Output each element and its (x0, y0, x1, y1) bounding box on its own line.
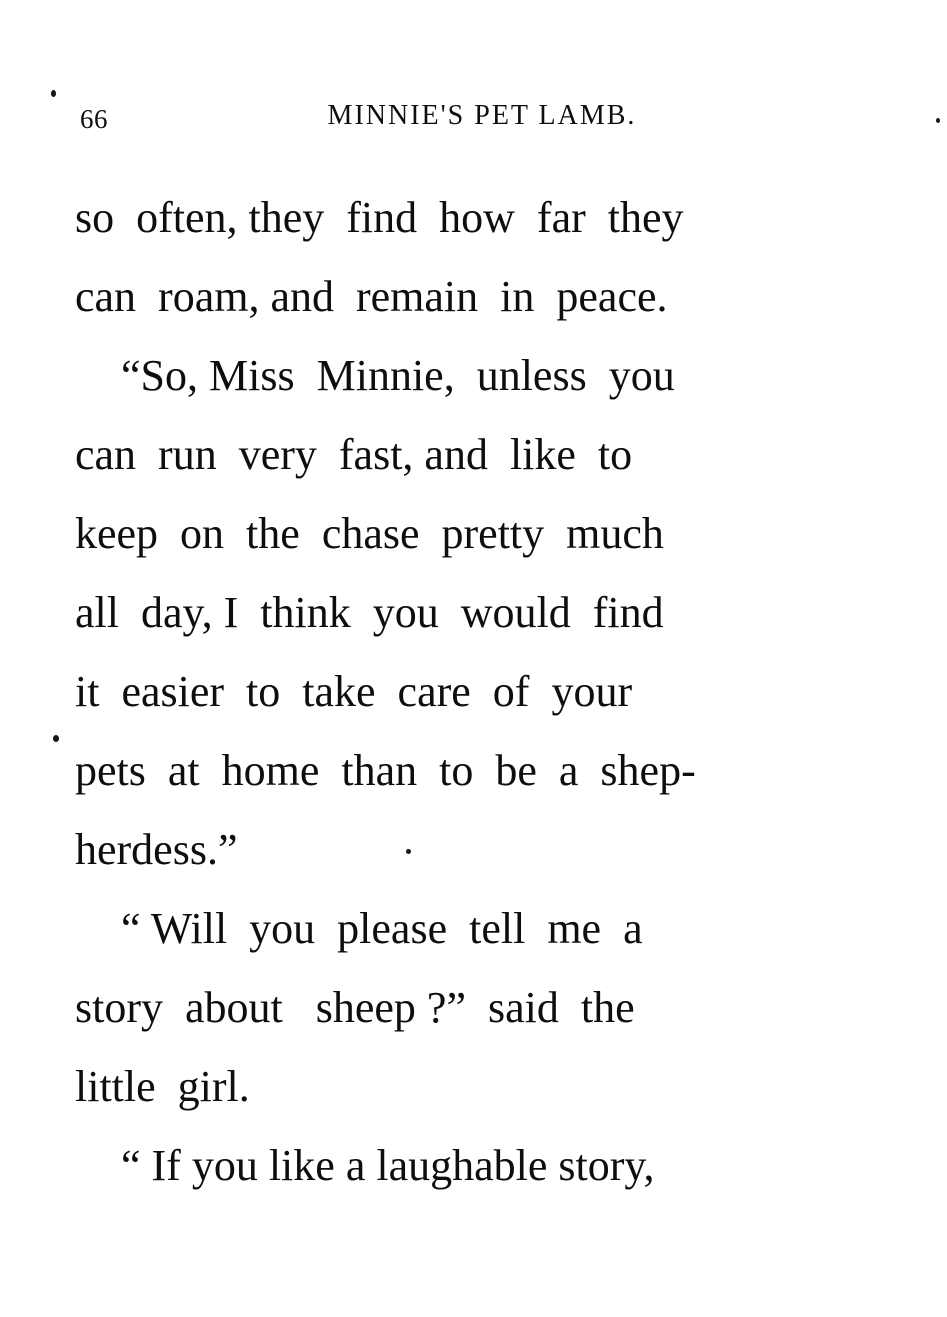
text-line (75, 178, 875, 257)
text-line-content: “ If you like a laughable story, (121, 1141, 655, 1190)
page-number: 66 (80, 104, 108, 134)
text-line (75, 731, 875, 810)
page-header (72, 100, 892, 140)
text-line-content: little girl. (75, 1062, 250, 1111)
running-head-title: MINNIE'S PET LAMB. (327, 100, 637, 131)
text-line (75, 810, 875, 889)
text-line (75, 1047, 875, 1126)
ink-speck-icon (51, 90, 56, 97)
text-line (75, 415, 875, 494)
text-line-content: all day, I think you would find (75, 588, 664, 637)
text-line-content: “So, Miss Minnie, unless you (121, 351, 675, 400)
text-line (75, 968, 875, 1047)
text-line-content: herdess.” (75, 825, 238, 874)
text-line (75, 573, 875, 652)
text-line-content: it easier to take care of your (75, 667, 633, 716)
text-line-content: pets at home than to be a shep- (75, 746, 696, 795)
text-line (75, 257, 875, 336)
text-line (75, 652, 875, 731)
text-line-content: story about sheep ?” said the (75, 983, 635, 1032)
text-line-content: keep on the chase pretty much (75, 509, 664, 558)
text-line-content: “ Will you please tell me a (121, 904, 643, 953)
text-line (75, 336, 875, 415)
text-line-content: can run very fast, and like to (75, 430, 633, 479)
text-line (75, 1126, 875, 1205)
ink-speck-icon (936, 118, 940, 123)
text-line (75, 494, 875, 573)
text-line-content: so often, they find how far they (75, 193, 684, 242)
page-body-text (75, 178, 875, 1205)
ink-speck-icon (53, 735, 59, 742)
text-line (75, 889, 875, 968)
text-line-content: can roam, and remain in peace. (75, 272, 668, 321)
